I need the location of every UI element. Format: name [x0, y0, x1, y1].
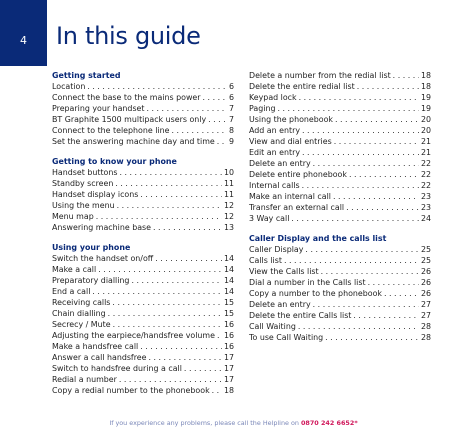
- toc-entry-label: End a call: [52, 287, 91, 296]
- toc-entry[interactable]: [249, 169, 431, 180]
- toc-entry-label: 3 Way call: [249, 214, 290, 223]
- toc-entry-label: Using the menu: [52, 201, 115, 210]
- toc-entry-page: 26: [420, 278, 431, 287]
- toc-entry-label: Delete the entire redial list: [249, 82, 355, 91]
- toc-entry[interactable]: [52, 253, 234, 264]
- toc-entry-page: 12: [223, 201, 234, 210]
- toc-entry-label: Receiving calls: [52, 298, 111, 307]
- toc-entry-label: Switch to handsfree during a call: [52, 364, 182, 373]
- toc-entry-label: Transfer an external call: [249, 203, 345, 212]
- dot-leader: [147, 352, 222, 363]
- toc-entry-label: Location: [52, 82, 86, 91]
- helpline-footer: [0, 419, 467, 427]
- toc-entry[interactable]: [249, 81, 431, 92]
- toc-column-right: [249, 70, 431, 343]
- toc-entry-page: 26: [420, 289, 431, 298]
- toc-entry-page: 7: [228, 115, 234, 124]
- dot-leader: [117, 167, 221, 178]
- toc-entry[interactable]: [249, 244, 431, 255]
- toc-entry-page: 14: [223, 254, 234, 263]
- section-gap: [249, 224, 431, 233]
- toc-entry-page: 25: [420, 245, 431, 254]
- dot-leader: [215, 136, 227, 147]
- toc-entry[interactable]: [52, 330, 234, 341]
- toc-column-left: [52, 70, 234, 396]
- toc-entry-label: Preparatory dialling: [52, 276, 130, 285]
- toc-entry-page: 20: [420, 115, 431, 124]
- toc-entry-label: BT Graphite 1500 multipack users only: [52, 115, 207, 124]
- toc-entry[interactable]: [249, 158, 431, 169]
- page-title: In this guide: [56, 22, 201, 50]
- page-number: 4: [20, 34, 27, 47]
- toc-entry-label: Redial a number: [52, 375, 117, 384]
- toc-entry[interactable]: [249, 147, 431, 158]
- helpline-phone[interactable]: 0870 242 6652*: [300, 419, 358, 427]
- toc-entry-page: 18: [223, 386, 234, 395]
- toc-entry-page: 9: [228, 137, 234, 146]
- toc-entry[interactable]: [52, 103, 234, 114]
- toc-entry[interactable]: [52, 81, 234, 92]
- toc-entry[interactable]: [249, 299, 431, 310]
- toc-entry[interactable]: [249, 266, 431, 277]
- toc-entry-label: Handset buttons: [52, 168, 118, 177]
- toc-entry-page: 26: [420, 267, 431, 276]
- toc-entry-page: 22: [420, 159, 431, 168]
- toc-entry-page: 18: [420, 82, 431, 91]
- toc-entry[interactable]: [52, 211, 234, 222]
- toc-entry[interactable]: [249, 114, 431, 125]
- toc-entry-page: 17: [223, 364, 234, 373]
- toc-entry-page: 22: [420, 181, 431, 190]
- toc-entry-label: Copy a redial number to the phonebook: [52, 386, 210, 395]
- toc-entry-label: Standby screen: [52, 179, 114, 188]
- toc-entry-label: To use Call Waiting: [249, 333, 324, 342]
- toc-entry-label: View the Calls list: [249, 267, 319, 276]
- toc-entry[interactable]: [52, 286, 234, 297]
- dot-leader: [110, 297, 222, 308]
- toc-entry-label: Connect the base to the mains power: [52, 93, 201, 102]
- toc-entry-label: Delete entire phonebook: [249, 170, 347, 179]
- dot-leader: [201, 92, 227, 103]
- toc-entry[interactable]: [249, 310, 431, 321]
- dot-leader: [94, 211, 222, 222]
- toc-entry-label: Adjusting the earpiece/handsfree volume: [52, 331, 215, 340]
- toc-entry-page: 14: [223, 265, 234, 274]
- toc-entry-page: 19: [420, 104, 431, 113]
- dot-leader: [332, 136, 419, 147]
- toc-entry-page: 22: [420, 170, 431, 179]
- toc-entry[interactable]: [52, 222, 234, 233]
- toc-entry-label: Set the answering machine day and time: [52, 137, 215, 146]
- toc-entry[interactable]: [249, 213, 431, 224]
- toc-entry-page: 18: [420, 71, 431, 80]
- toc-entry[interactable]: [52, 178, 234, 189]
- toc-entry-label: Copy a number to the phonebook: [249, 289, 382, 298]
- page-number-tab: [0, 0, 47, 66]
- dot-leader: [344, 202, 419, 213]
- toc-entry[interactable]: [52, 352, 234, 363]
- dot-leader: [366, 277, 419, 288]
- toc-entry-page: 19: [420, 93, 431, 102]
- toc-entry[interactable]: [249, 125, 431, 136]
- toc-entry-page: 23: [420, 192, 431, 201]
- toc-entry[interactable]: [52, 136, 234, 147]
- toc-entry-page: 7: [228, 104, 234, 113]
- toc-entry[interactable]: [249, 180, 431, 191]
- toc-entry-page: 20: [420, 126, 431, 135]
- toc-entry-label: Add an entry: [249, 126, 300, 135]
- toc-entry[interactable]: [52, 200, 234, 211]
- toc-entry-page: 27: [420, 300, 431, 309]
- toc-entry-label: Delete an entry: [249, 159, 311, 168]
- toc-entry-page: 21: [420, 148, 431, 157]
- dot-leader: [145, 103, 227, 114]
- dot-leader: [331, 191, 419, 202]
- toc-entry[interactable]: [249, 288, 431, 299]
- toc-entry[interactable]: [249, 136, 431, 147]
- toc-entry[interactable]: [52, 167, 234, 178]
- toc-entry-label: Secrecy / Mute: [52, 320, 111, 329]
- toc-entry[interactable]: [52, 374, 234, 385]
- toc-entry-label: Connect to the telephone line: [52, 126, 170, 135]
- dot-leader: [206, 114, 227, 125]
- toc-entry-label: Chain dialling: [52, 309, 106, 318]
- toc-entry-page: 8: [228, 126, 234, 135]
- dot-leader: [296, 321, 419, 332]
- dot-leader: [391, 70, 419, 81]
- toc-entry-page: 17: [223, 375, 234, 384]
- dot-leader: [113, 178, 222, 189]
- toc-entry[interactable]: [249, 202, 431, 213]
- toc-entry-page: 11: [223, 190, 234, 199]
- toc-entry-label: Switch the handset on/off: [52, 254, 154, 263]
- toc-entry-label: Keypad lock: [249, 93, 297, 102]
- toc-entry[interactable]: [52, 363, 234, 374]
- toc-entry-page: 28: [420, 333, 431, 342]
- toc-entry-label: Call Waiting: [249, 322, 296, 331]
- toc-entry[interactable]: [52, 114, 234, 125]
- dot-leader: [282, 255, 419, 266]
- toc-entry-page: 27: [420, 311, 431, 320]
- dot-leader: [311, 158, 419, 169]
- dot-leader: [151, 222, 222, 233]
- dot-leader: [347, 169, 419, 180]
- dot-leader: [111, 319, 222, 330]
- dot-leader: [138, 341, 222, 352]
- dot-leader: [138, 189, 222, 200]
- toc-entry[interactable]: [249, 103, 431, 114]
- toc-entry-page: 12: [223, 212, 234, 221]
- toc-entry[interactable]: [249, 191, 431, 202]
- toc-entry[interactable]: [249, 332, 431, 343]
- section-heading: Using your phone: [52, 243, 131, 252]
- toc-entry[interactable]: [52, 92, 234, 103]
- toc-entry[interactable]: [249, 70, 431, 81]
- toc-entry-label: Edit an entry: [249, 148, 300, 157]
- dot-leader: [275, 103, 419, 114]
- toc-entry[interactable]: [52, 125, 234, 136]
- section-heading: Getting to know your phone: [52, 157, 177, 166]
- toc-entry-label: Handset display icons: [52, 190, 139, 199]
- toc-entry-page: 16: [223, 331, 234, 340]
- dot-leader: [90, 286, 222, 297]
- dot-leader: [300, 147, 419, 158]
- dot-leader: [106, 308, 222, 319]
- section-heading: Caller Display and the calls list: [249, 234, 387, 243]
- toc-entry[interactable]: [249, 277, 431, 288]
- toc-entry-label: Menu map: [52, 212, 94, 221]
- dot-leader: [215, 330, 222, 341]
- toc-entry-label: Delete a number from the redial list: [249, 71, 391, 80]
- toc-entry-page: 6: [228, 93, 234, 102]
- dot-leader: [355, 81, 419, 92]
- dot-leader: [297, 92, 419, 103]
- dot-leader: [115, 200, 222, 211]
- toc-entry-page: 21: [420, 137, 431, 146]
- toc-entry-page: 14: [223, 287, 234, 296]
- dot-leader: [96, 264, 222, 275]
- toc-entry-label: Answering machine base: [52, 223, 151, 232]
- dot-leader: [289, 213, 419, 224]
- toc-entry-label: Answer a call handsfree: [52, 353, 147, 362]
- toc-entry[interactable]: [52, 264, 234, 275]
- dot-leader: [117, 374, 222, 385]
- toc-entry-label: Caller Display: [249, 245, 304, 254]
- section-gap: [52, 233, 234, 242]
- toc-entry-label: Delete an entry: [249, 300, 311, 309]
- dot-leader: [333, 114, 419, 125]
- toc-entry-label: Dial a number in the Calls list: [249, 278, 366, 287]
- toc-entry-page: 11: [223, 179, 234, 188]
- toc-entry-page: 6: [228, 82, 234, 91]
- toc-entry-label: Using the phonebook: [249, 115, 333, 124]
- dot-leader: [182, 363, 222, 374]
- toc-entry-page: 14: [223, 276, 234, 285]
- toc-entry-label: Calls list: [249, 256, 282, 265]
- toc-entry-page: 17: [223, 353, 234, 362]
- toc-entry[interactable]: [52, 341, 234, 352]
- toc-entry-page: 16: [223, 342, 234, 351]
- toc-entry-page: 23: [420, 203, 431, 212]
- toc-entry-page: 13: [223, 223, 234, 232]
- toc-entry-page: 28: [420, 322, 431, 331]
- dot-leader: [85, 81, 227, 92]
- dot-leader: [303, 244, 419, 255]
- dot-leader: [210, 385, 222, 396]
- toc-entry-page: 25: [420, 256, 431, 265]
- toc-entry-label: Delete the entire Calls list: [249, 311, 352, 320]
- toc-entry-label: Make a handsfree call: [52, 342, 139, 351]
- toc-entry-page: 16: [223, 320, 234, 329]
- toc-entry-label: Make a call: [52, 265, 97, 274]
- toc-entry[interactable]: [249, 92, 431, 103]
- toc-entry[interactable]: [52, 385, 234, 396]
- dot-leader: [129, 275, 222, 286]
- section-gap: [52, 147, 234, 156]
- dot-leader: [351, 310, 419, 321]
- toc-entry[interactable]: [52, 275, 234, 286]
- dot-leader: [169, 125, 227, 136]
- toc-entry-label: Make an internal call: [249, 192, 331, 201]
- dot-leader: [323, 332, 419, 343]
- toc-entry-page: 15: [223, 298, 234, 307]
- section-heading: Getting started: [52, 71, 121, 80]
- toc-entry[interactable]: [249, 321, 431, 332]
- dot-leader: [319, 266, 419, 277]
- toc-entry-page: 15: [223, 309, 234, 318]
- dot-leader: [153, 253, 222, 264]
- toc-entry[interactable]: [249, 255, 431, 266]
- dot-leader: [300, 180, 419, 191]
- toc-entry[interactable]: [52, 189, 234, 200]
- toc-entry[interactable]: [52, 319, 234, 330]
- toc-entry-label: Preparing your handset: [52, 104, 145, 113]
- toc-entry-label: Paging: [249, 104, 276, 113]
- dot-leader: [311, 299, 419, 310]
- toc-entry-label: Internal calls: [249, 181, 300, 190]
- footer-text: If you experience any problems, please call the Helpline on: [109, 419, 301, 427]
- toc-entry-label: View and dial entries: [249, 137, 332, 146]
- toc-entry-page: 24: [420, 214, 431, 223]
- dot-leader: [382, 288, 419, 299]
- toc-entry[interactable]: [52, 297, 234, 308]
- dot-leader: [300, 125, 419, 136]
- toc-entry-page: 10: [223, 168, 234, 177]
- toc-entry[interactable]: [52, 308, 234, 319]
